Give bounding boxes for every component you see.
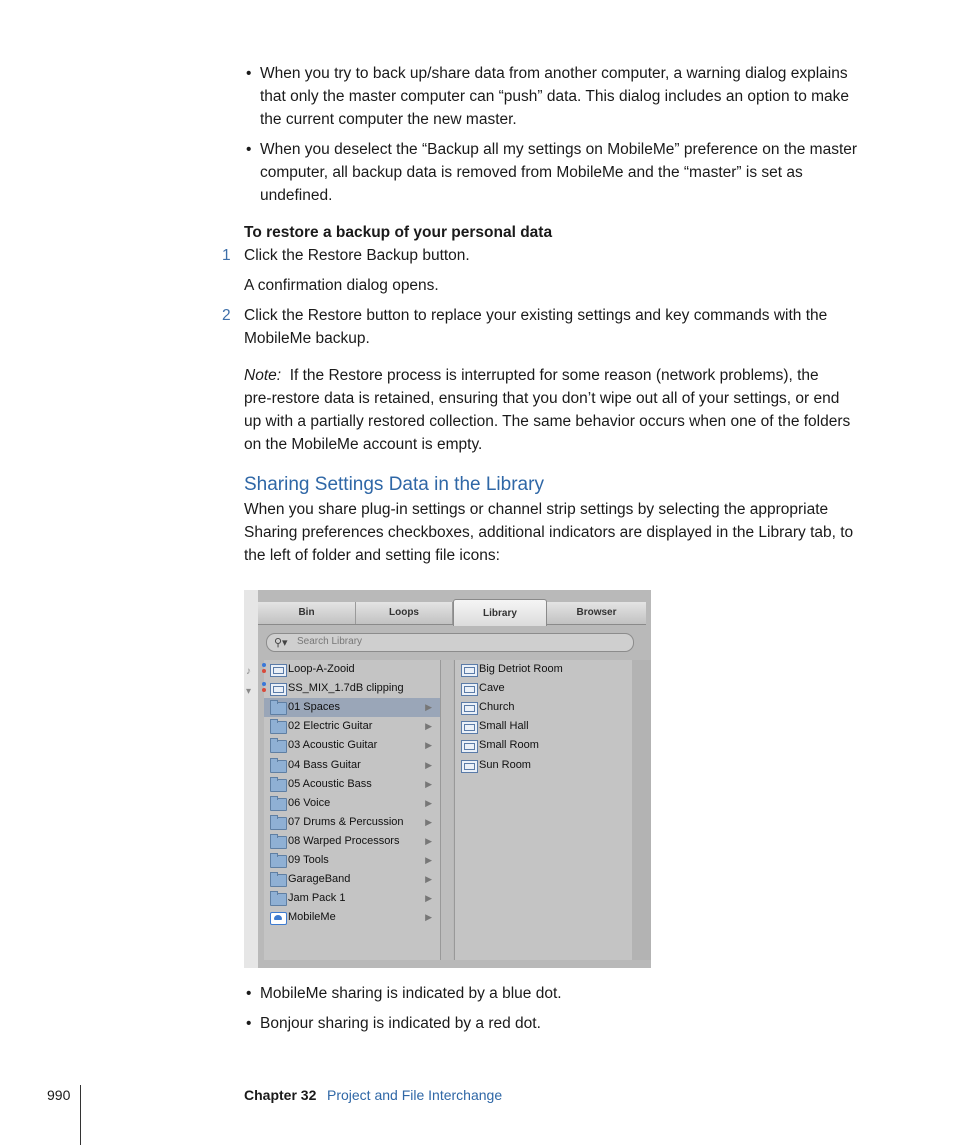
text-line [244,364,850,387]
setting-file-icon [461,721,478,734]
setting-file-icon [270,664,287,677]
task-title: To restore a backup of your personal data [244,224,553,241]
folder-icon [270,893,287,906]
setting-item[interactable] [455,679,631,698]
text-line: on the MobileMe account is empty. [244,436,483,453]
setting-file-icon [461,702,478,715]
disclosure-arrow-icon: ▶ [425,721,432,732]
footer-chapter: Chapter 32 [244,1087,317,1103]
setting-item[interactable] [455,756,631,775]
bullet-text-mobileme: MobileMe sharing is indicated by a blue dot. [260,985,562,1002]
library-item-label: GarageBand [288,873,351,886]
library-item[interactable] [264,775,440,794]
text-line: MobileMe backup. [244,330,370,347]
setting-file-icon [270,683,287,696]
setting-item[interactable] [455,736,631,755]
mobileme-icon [270,912,287,925]
folder-icon [270,779,287,792]
library-item[interactable] [264,908,440,927]
library-item-label: 05 Acoustic Bass [288,777,372,790]
step-2-text [244,304,827,350]
disclosure-arrow-icon: ▶ [425,855,432,865]
bullet-text-1 [260,62,849,131]
tab-bar [258,602,646,625]
bullet-dot: • [246,141,252,158]
library-item[interactable] [264,794,440,813]
sharing-dot [262,669,266,673]
library-item-label: 01 Spaces [288,701,340,714]
folder-icon [270,817,287,830]
note-text: If the Restore process is interrupted for some reason (network problems), the [289,367,819,384]
library-item-label: 09 Tools [288,854,329,866]
bullet-dot: • [246,1015,252,1032]
bullet-dot: • [246,985,252,1002]
library-item-label: MobileMe [288,911,336,924]
library-item[interactable] [264,813,440,832]
sharing-indicator [262,682,266,694]
section-paragraph [244,498,853,567]
disclosure-arrow-icon: ▶ [425,759,432,770]
disclosure-arrow-icon: ▶ [425,893,432,904]
text-line: When you deselect the “Backup all my settings on MobileMe” preference on the master [260,141,858,158]
folder-icon [270,721,287,734]
text-line: undefined. [260,187,333,204]
search-icon: ⚲▾ [274,637,288,649]
bullet-text-2 [260,138,857,207]
setting-file-icon [461,740,478,753]
text-line: When you share plug-in settings or channel strip settings by selecting the appropriate [244,501,829,518]
setting-item-label: Small Room [479,739,539,752]
disclosure-arrow-icon: ▶ [425,816,432,827]
search-field[interactable] [266,633,634,652]
page-number: 990 [47,1087,71,1103]
step-1-result: A confirmation dialog opens. [244,277,439,294]
text-line: When you try to back up/share data from another computer, a warning dialog explains [260,65,848,82]
step-1-text: Click the Restore Backup button. [244,247,470,264]
library-item-label: 07 Drums & Percussion [288,815,404,828]
disclosure-arrow-icon: ▶ [425,835,432,846]
text-line: the left of folder and setting file icons: [244,547,500,564]
setting-item[interactable] [455,660,631,679]
note-paragraph [244,364,850,456]
library-item-label: 03 Acoustic Guitar [288,739,378,752]
step-number: 2 [222,307,231,324]
library-item[interactable] [264,679,440,698]
text-line: Sharing preferences checkboxes, additional indicators are displayed in the Library tab, to [244,524,854,541]
step-number: 1 [222,247,231,264]
library-item-label: 02 Electric Guitar [288,720,373,733]
disclosure-arrow-icon: ▶ [425,797,432,808]
setting-file-icon [461,664,478,677]
setting-item[interactable] [455,698,631,717]
setting-file-icon [461,683,478,696]
disclosure-arrow-icon: ▶ [425,740,432,751]
footer-rule [80,1085,81,1145]
sharing-dot [262,682,266,686]
text-line: up with a partially restored collection. The same behavior occurs when one of the folders [244,413,851,430]
library-item[interactable] [264,736,440,755]
folder-icon [270,702,287,715]
text-line: computer, all backup data is removed from MobileMe and the “master” is set as [260,164,803,181]
window-edge [244,590,258,968]
tab-bin[interactable]: Bin [258,602,356,624]
folder-icon [270,798,287,811]
folder-icon [270,760,287,773]
library-item[interactable] [264,889,440,908]
library-item-label: SS_MIX_1.7dB clipping [288,682,404,695]
tab-browser[interactable]: Browser [576,607,617,618]
note-label: Note: [244,367,282,384]
bullet-dot: • [246,65,252,82]
folder-icon [270,740,287,753]
side-marker-icon: ▾ [246,686,252,697]
library-left-column[interactable] [264,660,441,960]
text-line: that only the master computer can “push” data. This dialog includes an option to make [260,88,850,105]
setting-item[interactable] [455,717,631,736]
library-item[interactable] [264,698,440,717]
sharing-dot [262,688,266,692]
disclosure-arrow-icon: ▶ [425,874,432,885]
library-screenshot [244,590,651,968]
library-item-label: 08 Warped Processors [288,834,400,847]
library-item[interactable] [264,870,440,889]
library-item-label: 06 Voice [288,796,331,809]
setting-file-icon [461,760,478,773]
library-item[interactable] [264,717,440,736]
library-item[interactable] [264,832,440,851]
library-item[interactable] [264,660,440,679]
setting-item-label: Big Detriot Room [479,663,563,675]
library-item-label: Loop-A-Zooid [288,663,355,675]
setting-item-label: Cave [479,682,505,695]
setting-item-label: Church [479,701,515,714]
setting-item-label: Small Hall [479,720,529,733]
text-line: Click the Restore button to replace your existing settings and key commands with the [244,307,828,324]
folder-icon [270,874,287,887]
bullet-text-bonjour: Bonjour sharing is indicated by a red dot. [260,1015,541,1032]
footer-chapter-title: Project and File Interchange [327,1087,503,1103]
sharing-indicator [262,663,266,675]
folder-icon [270,855,287,868]
library-item[interactable] [264,851,440,870]
column-divider[interactable] [441,660,453,960]
disclosure-arrow-icon: ▶ [425,702,432,713]
tab-library[interactable]: Library [453,599,547,626]
scroll-strip[interactable] [632,660,651,960]
section-heading: Sharing Settings Data in the Library [244,474,544,495]
search-placeholder: Search Library [297,636,363,647]
setting-item-label: Sun Room [479,758,531,771]
text-line: the current computer the new master. [260,111,517,128]
disclosure-arrow-icon: ▶ [425,912,432,923]
folder-icon [270,836,287,849]
library-item-label: 04 Bass Guitar [288,758,361,771]
disclosure-arrow-icon: ▶ [425,778,432,789]
side-marker-icon: ♪ [246,666,251,677]
sharing-dot [262,663,266,667]
tab-loops[interactable]: Loops [356,602,453,624]
text-line: pre-restore data is retained, ensuring that you don’t wipe out all of your settings, or end [244,390,840,407]
library-item-label: Jam Pack 1 [288,892,346,905]
library-item[interactable] [264,756,440,775]
library-right-column[interactable] [454,660,633,960]
